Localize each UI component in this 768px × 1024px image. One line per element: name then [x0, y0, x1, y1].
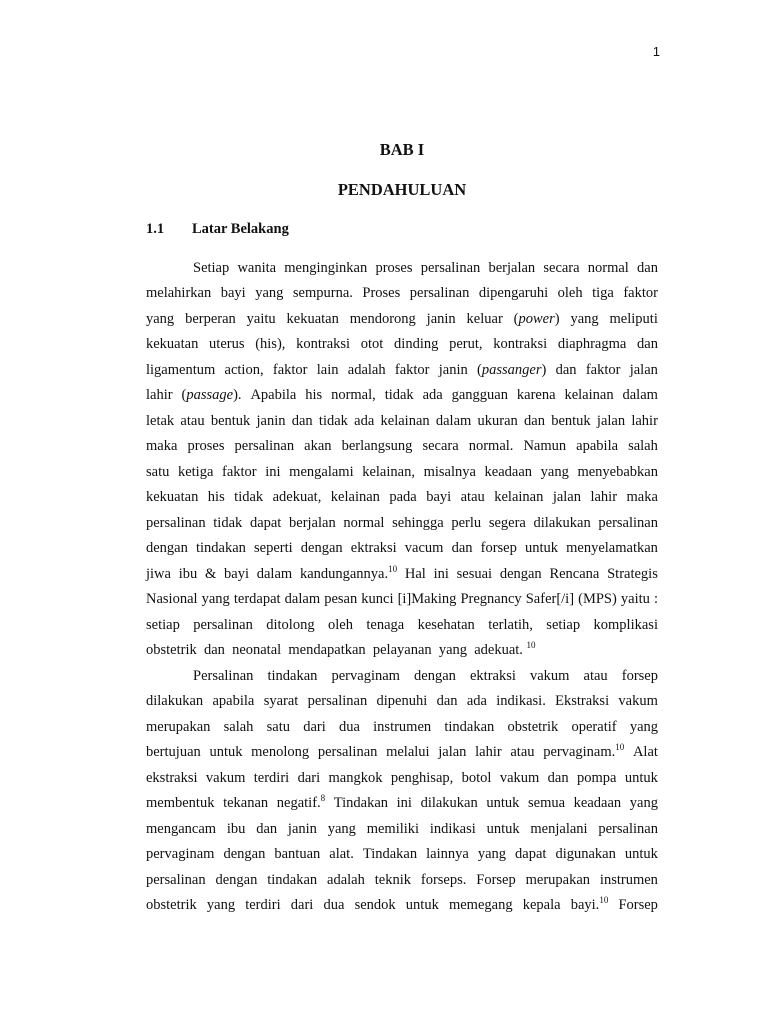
word: menjalani — [530, 821, 588, 837]
word: untuk — [524, 540, 558, 556]
word: berperan — [185, 311, 236, 327]
word: memegang — [448, 897, 513, 913]
page-number: 1 — [652, 44, 660, 59]
word: satu — [266, 719, 291, 735]
word: dengan — [215, 872, 258, 888]
word: mengalami — [289, 464, 354, 480]
word: Persalinan — [193, 668, 254, 684]
word: secara — [422, 438, 459, 454]
text-line — [146, 310, 658, 328]
word: penghisap, — [390, 770, 454, 786]
chapter-heading: BAB I — [379, 140, 425, 159]
word: kunci — [361, 591, 394, 607]
word: ada — [466, 693, 487, 709]
word: kesehatan — [417, 617, 475, 633]
text-line — [146, 692, 658, 710]
word: kepala — [522, 897, 561, 913]
word: keadaan — [573, 795, 622, 811]
word: digunakan — [555, 846, 616, 862]
word: bantuan — [274, 846, 321, 862]
word: bayi — [220, 285, 246, 301]
word: indikasi. — [496, 693, 546, 709]
word: terdiri — [245, 897, 281, 913]
word: seperti — [254, 540, 293, 556]
word: kelainan, — [362, 464, 415, 480]
text-line — [146, 361, 658, 379]
word: kelainan — [494, 489, 544, 505]
word: lahir — [475, 744, 502, 760]
text-line — [146, 641, 658, 659]
word: adekuat. $^{10}$ — [474, 640, 536, 658]
word: dengan — [223, 846, 266, 862]
word: dilakukan — [533, 515, 591, 531]
word: Ekstraksi — [555, 693, 610, 709]
word: wanita — [237, 260, 277, 276]
word: ini — [265, 464, 281, 480]
word: ektraksi — [350, 540, 397, 556]
word: [i]Making — [397, 591, 457, 607]
word: setiap — [146, 617, 180, 633]
word: menginginkan — [284, 260, 368, 276]
word: untuk — [624, 770, 658, 786]
word: berlangsung — [341, 438, 413, 454]
word: action, — [224, 362, 264, 378]
word: lain — [316, 362, 339, 378]
word: menyebabkan — [577, 464, 658, 480]
word: ada — [422, 387, 443, 403]
word: indikasi — [429, 821, 476, 837]
word: letak — [146, 413, 175, 429]
word: dan — [203, 642, 225, 658]
word: maka — [626, 489, 658, 505]
word: dan — [637, 260, 658, 276]
word: atau — [180, 413, 205, 429]
word: yang — [629, 795, 658, 811]
text-line — [193, 259, 658, 277]
word: pervaginam — [331, 668, 400, 684]
word: jalan — [596, 413, 626, 429]
word: Proses — [362, 285, 401, 301]
word: berjalan — [289, 515, 336, 531]
word: keadaan — [484, 464, 533, 480]
word: tindakan — [444, 719, 495, 735]
word: oleh — [557, 285, 583, 301]
word: ada — [354, 413, 375, 429]
word: dengan — [300, 540, 343, 556]
word: sendok — [354, 897, 396, 913]
word: lahir — [631, 413, 658, 429]
word: faktor — [272, 362, 308, 378]
word: ekstraksi — [146, 770, 198, 786]
word: ketiga — [177, 464, 214, 480]
word: melalui — [386, 744, 430, 760]
word: (passanger) — [477, 362, 547, 378]
word: yang — [477, 846, 507, 862]
word: dua — [339, 719, 360, 735]
chapter-title: PENDAHULUAN — [337, 180, 467, 199]
word: neonatal — [232, 642, 282, 658]
word: dan — [436, 693, 458, 709]
word: dilakukan — [146, 693, 204, 709]
word: normal. — [468, 438, 514, 454]
word: normal — [587, 260, 629, 276]
word: persalinan — [598, 515, 658, 531]
word: negatif.$^8$ — [276, 793, 326, 811]
word: uterus — [209, 336, 245, 352]
word: karena — [516, 387, 556, 403]
word: pelayanan — [372, 642, 432, 658]
word: vakum — [618, 693, 658, 709]
word: sempurna. — [292, 285, 353, 301]
word: forsep — [621, 668, 658, 684]
word: berjalan — [488, 260, 536, 276]
word: normal — [343, 515, 385, 531]
word: perlu — [451, 515, 482, 531]
word: untuk — [486, 821, 520, 837]
word: Forsep — [476, 872, 516, 888]
word: satu — [146, 464, 170, 480]
word: sesuai — [456, 566, 493, 582]
word: ukuran — [477, 413, 518, 429]
text-line — [146, 616, 658, 634]
word: ini — [433, 566, 449, 582]
word: dari — [297, 770, 321, 786]
word: kontraksi — [493, 336, 548, 352]
word: Forsep — [618, 897, 658, 913]
word: mengancam — [146, 821, 217, 837]
word: misalnya — [423, 464, 476, 480]
word: adalah — [347, 362, 386, 378]
section-title: Latar Belakang — [192, 221, 289, 237]
text-line — [146, 871, 658, 889]
word: dari — [303, 719, 326, 735]
word: dipenuhi — [376, 693, 428, 709]
word: instrumen — [599, 872, 658, 888]
word: yang — [206, 897, 236, 913]
word: (MPS) — [578, 591, 617, 607]
word: dari — [290, 897, 314, 913]
section-number: 1.1 — [146, 221, 165, 237]
word: his — [305, 387, 323, 403]
word: terlatih, — [488, 617, 533, 633]
word: komplikasi — [593, 617, 658, 633]
word: persalinan — [317, 744, 378, 760]
word: obstetrik — [146, 642, 197, 658]
word: atau — [510, 744, 535, 760]
word: kelainan — [380, 413, 430, 429]
word: Alat — [632, 744, 658, 760]
word: instrumen — [373, 719, 432, 735]
word: dan — [555, 362, 577, 378]
word: dapat — [515, 846, 547, 862]
word: faktor — [623, 285, 658, 301]
word: mendapatkan — [288, 642, 366, 658]
word: dilakukan — [420, 795, 478, 811]
word: perut, — [449, 336, 483, 352]
word: (his), — [255, 336, 286, 352]
word: secara — [543, 260, 580, 276]
word: Safer[/i] — [525, 591, 575, 607]
word: vacum — [404, 540, 444, 556]
word: dan — [291, 413, 313, 429]
word: vakum — [529, 668, 570, 684]
word: dan — [524, 413, 545, 429]
word: kekuatan — [286, 311, 339, 327]
word: lahir — [146, 387, 173, 403]
text-line — [146, 539, 658, 557]
word: untuk — [405, 897, 439, 913]
word: yang — [201, 591, 230, 607]
word: dalam — [435, 413, 472, 429]
word: kandungannya.$^{10}$ — [299, 564, 398, 582]
text-line — [146, 412, 658, 430]
word: faktor — [585, 362, 621, 378]
word: tindakan — [195, 540, 246, 556]
word: mangkok — [328, 770, 383, 786]
word: persalinan — [234, 438, 295, 454]
word: dengan — [414, 668, 456, 684]
word: persalinan — [598, 821, 658, 837]
word: proses — [187, 438, 225, 454]
word: maka — [146, 438, 178, 454]
word: bentuk — [551, 413, 591, 429]
word: faktor — [222, 464, 257, 480]
word: yang — [629, 719, 658, 735]
word: jiwa — [146, 566, 171, 582]
word: persalinan — [193, 617, 253, 633]
word: memiliki — [366, 821, 420, 837]
text-line — [146, 845, 658, 863]
word: yaitu — [246, 311, 276, 327]
text-line — [146, 284, 658, 302]
word: dapat — [249, 515, 282, 531]
word: tiga — [592, 285, 614, 301]
word: Namun — [523, 438, 567, 454]
word: Setiap — [193, 260, 230, 276]
word: tekanan — [223, 795, 269, 811]
text-line — [146, 718, 658, 736]
word: alat. — [329, 846, 354, 862]
word: : — [653, 591, 658, 607]
word: keluar — [466, 311, 503, 327]
text-line — [146, 794, 658, 812]
text-line — [146, 820, 658, 838]
word: pervaginam.$^{10}$ — [543, 742, 625, 760]
word: obstetrik — [507, 719, 559, 735]
word: atau — [583, 668, 608, 684]
word: untuk — [624, 846, 658, 862]
word: dinding — [394, 336, 439, 352]
word: Tindakan — [333, 795, 389, 811]
word: yang — [255, 285, 284, 301]
word: janin — [438, 362, 468, 378]
word: vakum — [499, 770, 540, 786]
word: Nasional — [146, 591, 198, 607]
word: & — [205, 566, 217, 582]
word: merupakan — [146, 719, 211, 735]
word: tidak — [318, 413, 348, 429]
word: diaphragma — [557, 336, 627, 352]
word: forsep — [480, 540, 517, 556]
word: otot — [360, 336, 384, 352]
word: salah — [628, 438, 658, 454]
word: untuk — [486, 795, 520, 811]
word: dalam — [256, 566, 293, 582]
word: kelainan — [330, 489, 380, 505]
word: persalinan — [307, 693, 368, 709]
word: janin — [426, 311, 456, 327]
word: ditolong — [266, 617, 315, 633]
word: ibu — [178, 566, 198, 582]
word: persalinan — [146, 515, 206, 531]
word: tindakan — [267, 872, 318, 888]
word: semua — [528, 795, 566, 811]
word: dipengaruhi — [478, 285, 549, 301]
word: ibu — [226, 821, 246, 837]
word: vakum — [205, 770, 246, 786]
word: gangguan — [451, 387, 508, 403]
word: kontraksi — [296, 336, 351, 352]
word: dan — [451, 540, 473, 556]
text-line — [146, 590, 658, 608]
word: yang — [540, 464, 569, 480]
word: tidak — [384, 387, 414, 403]
word: bayi — [224, 566, 249, 582]
word: lahir — [590, 489, 618, 505]
word: jalan — [629, 362, 658, 378]
word: tidak — [213, 515, 243, 531]
word: tenaga — [366, 617, 405, 633]
word: kekuatan — [146, 336, 199, 352]
word: setiap — [546, 617, 581, 633]
word: pompa — [576, 770, 617, 786]
word: untuk — [209, 744, 243, 760]
word: forseps. — [420, 872, 467, 888]
text-line — [146, 565, 658, 583]
word: kekuatan — [146, 489, 199, 505]
word: jalan — [552, 489, 581, 505]
word: ligamentum — [146, 362, 216, 378]
word: normal, — [331, 387, 376, 403]
word: pada — [389, 489, 417, 505]
word: yang — [146, 311, 175, 327]
word: Rencana — [549, 566, 600, 582]
word: ektraksi — [469, 668, 516, 684]
word: dengan — [499, 566, 542, 582]
word: oleh — [327, 617, 353, 633]
word: faktor — [394, 362, 430, 378]
word: dalam — [622, 387, 658, 403]
text-line — [146, 463, 658, 481]
word: akan — [304, 438, 332, 454]
word: Pregnancy — [460, 591, 522, 607]
text-line — [146, 743, 658, 761]
word: menolong — [251, 744, 310, 760]
word: Apabila — [250, 387, 297, 403]
word: (passage). — [181, 387, 242, 403]
text-line — [193, 667, 658, 685]
word: Hal — [404, 566, 426, 582]
word: segera — [488, 515, 526, 531]
word: mendorong — [349, 311, 416, 327]
word: adekuat, — [272, 489, 322, 505]
word: (power) — [513, 311, 560, 327]
word: operatif — [571, 719, 617, 735]
word: pesan — [324, 591, 358, 607]
word: dan — [547, 770, 569, 786]
word: apabila — [212, 693, 255, 709]
section-heading — [146, 221, 289, 238]
word: teknik — [374, 872, 411, 888]
word: dengan — [146, 540, 188, 556]
word: pervaginam — [146, 846, 215, 862]
word: sehingga — [392, 515, 444, 531]
word: yang — [438, 642, 468, 658]
text-line — [146, 335, 658, 353]
word: apabila — [576, 438, 619, 454]
word: yaitu — [620, 591, 650, 607]
word: lainnya — [426, 846, 469, 862]
word: persalinan — [420, 260, 481, 276]
word: atau — [460, 489, 485, 505]
word: dua — [323, 897, 345, 913]
word: syarat — [263, 693, 299, 709]
text-line — [146, 514, 658, 532]
word: menyelamatkan — [566, 540, 658, 556]
word: dalam — [284, 591, 321, 607]
word: persalinan — [409, 285, 470, 301]
word: terdiri — [253, 770, 290, 786]
word: adalah — [327, 872, 365, 888]
text-line — [146, 488, 658, 506]
word: bayi.$^{10}$ — [570, 895, 609, 913]
word: ini — [396, 795, 412, 811]
text-line — [146, 896, 658, 914]
word: proses — [375, 260, 413, 276]
text-line — [146, 437, 658, 455]
word: janin — [256, 413, 286, 429]
word: dan — [256, 821, 278, 837]
word: botol — [461, 770, 492, 786]
word: Strategis — [607, 566, 658, 582]
word: bayi — [426, 489, 452, 505]
word: janin — [287, 821, 317, 837]
word: his — [207, 489, 225, 505]
word: tindakan — [267, 668, 318, 684]
word: Tindakan — [362, 846, 418, 862]
word: meliputi — [609, 311, 658, 327]
word: bentuk — [210, 413, 251, 429]
word: membentuk — [146, 795, 215, 811]
text-line — [146, 769, 658, 787]
word: obstetrik — [146, 897, 197, 913]
word: bertujuan — [146, 744, 201, 760]
word: dan — [637, 336, 658, 352]
word: merupakan — [525, 872, 591, 888]
word: kelainan — [564, 387, 614, 403]
word: persalinan — [146, 872, 206, 888]
word: melahirkan — [146, 285, 212, 301]
word: salah — [223, 719, 254, 735]
word: terdapat — [233, 591, 281, 607]
word: yang — [327, 821, 356, 837]
text-line — [146, 386, 658, 404]
word: yang — [570, 311, 599, 327]
word: tidak — [234, 489, 264, 505]
word: jalan — [438, 744, 467, 760]
